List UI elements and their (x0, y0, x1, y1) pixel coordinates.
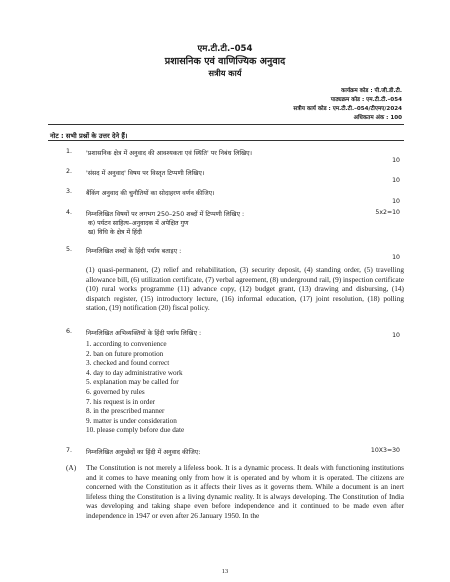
question-6-number: 6. (66, 328, 73, 335)
question-7-number: 7. (66, 447, 73, 454)
question-5-marks: 10 (392, 254, 400, 261)
top-divider (48, 124, 404, 125)
question-6-text: निम्नलिखित अभिव्यक्तियों के हिंदी पर्याय लिखिए : (86, 330, 202, 337)
list-item: 2. ban on future promotion (86, 349, 164, 358)
course-code: पाठ्यक्रम कोड : एम.टी.टी.–054 (330, 97, 402, 103)
list-item: 1. according to convenience (86, 340, 167, 348)
question-4-marks: 5x2=10 (375, 209, 400, 216)
list-item: 9. matter is under consideration (86, 416, 177, 425)
question-5-text: निम्नलिखित शब्दों के हिंदी पर्याय बताइए : (86, 248, 182, 255)
passage-a-label: (A) (66, 463, 77, 472)
note-divider (48, 140, 404, 141)
course-title: प्रशासनिक एवं वाणिज्यिक अनुवाद (164, 56, 286, 67)
passage-a-text: The Constitution is not merely a lifeless book. It is a dynamic process. It deals with functioning institutions and it comes to have meaning only from how it is operated and by whom it is operated. The citizens are concerned with the Constitution as it affects their lives as it governs them. While a document is an inert lifeless thing the Constitution is a living dynamic reality. It is always developing. The Constitution of India was developing and taking shape even before independence and it continued to be made even after independence in 1947 or even after 26 January 1950. In the (86, 463, 404, 520)
question-3-text: बैंकिंग अनुवाद की चुनौतियों का सोदाहरण वर्णन कीजिए। (86, 190, 215, 197)
question-7-marks: 10X3=30 (370, 447, 400, 454)
page-number: 13 (221, 568, 229, 575)
list-item: 10. please comply before due date (86, 426, 185, 435)
list-item: 3. checked and found correct (86, 359, 170, 368)
list-item: 8. in the prescribed manner (86, 407, 165, 416)
question-6-marks: 10 (392, 332, 400, 339)
assignment-heading: सत्रीय कार्य (208, 68, 242, 78)
max-marks: अधिकतम अंक : 100 (353, 115, 402, 121)
instruction-note: नोट : सभी प्रश्नों के उत्तर देने हैं। (50, 132, 128, 140)
question-1-marks: 10 (392, 157, 400, 164)
question-7-text: निम्नलिखित अनुच्छेदों का हिंदी में अनुवाद कीजिए: (86, 449, 201, 456)
question-4-part-b: ख) विधि के क्षेत्र में हिंदी (88, 229, 142, 236)
list-item: 6. governed by rules (86, 387, 145, 396)
question-4-text: निम्नलिखित विषयों पर लगभग 250–250 शब्दों में टिप्पणी लिखिए : (86, 211, 245, 218)
assignment-code: सत्रीय कार्य कोड : एम.टी.टी.–054/टीएमए/2024 (293, 106, 402, 112)
question-1-text: 'प्रशासनिक क्षेत्र में अनुवाद की आवश्यकता एवं स्थिति' पर निबंध लिखिए। (86, 150, 252, 157)
list-item: 5. explanation may be called for (86, 378, 179, 387)
course-code-heading: एम.टी.टी.–054 (197, 44, 253, 54)
question-2-number: 2. (66, 168, 73, 175)
question-2-text: 'संसद में अनुवाद' विषय पर विस्तृत टिप्पणी लिखिए। (86, 170, 205, 177)
question-6-expression-list (86, 340, 386, 436)
question-2-marks: 10 (392, 177, 400, 184)
list-item: 7. his request is in order (86, 397, 156, 406)
question-5-terms: (1) quasi-permanent, (2) relief and rehabilitation, (3) security deposit, (4) standing order, (5) travelling allowance bill, (6) utilization certificate, (7) verbal agreement, (8) underground rail, (9) inspection certificate (10) rural works programme (11) advance copy, (12) budget grant, (13) drawing and disbursing, (14) dispatch register, (15) introductory lecture, (16) informal education, (17) joint resolution, (18) polling station, (19) notification (20) fiscal policy. (86, 265, 404, 312)
list-item: 4. day to day administrative work (86, 368, 183, 377)
question-3-number: 3. (66, 188, 73, 195)
question-4-part-a: क) पर्यटन साहित्य–अनुवादक में अपेक्षित गुण (88, 220, 189, 227)
question-5-number: 5. (66, 246, 73, 253)
question-3-marks: 10 (392, 198, 400, 205)
question-1-number: 1. (66, 148, 73, 155)
question-4-number: 4. (66, 209, 73, 216)
programme-code: कार्यक्रम कोड : पी.जी.डी.टी. (341, 88, 402, 94)
